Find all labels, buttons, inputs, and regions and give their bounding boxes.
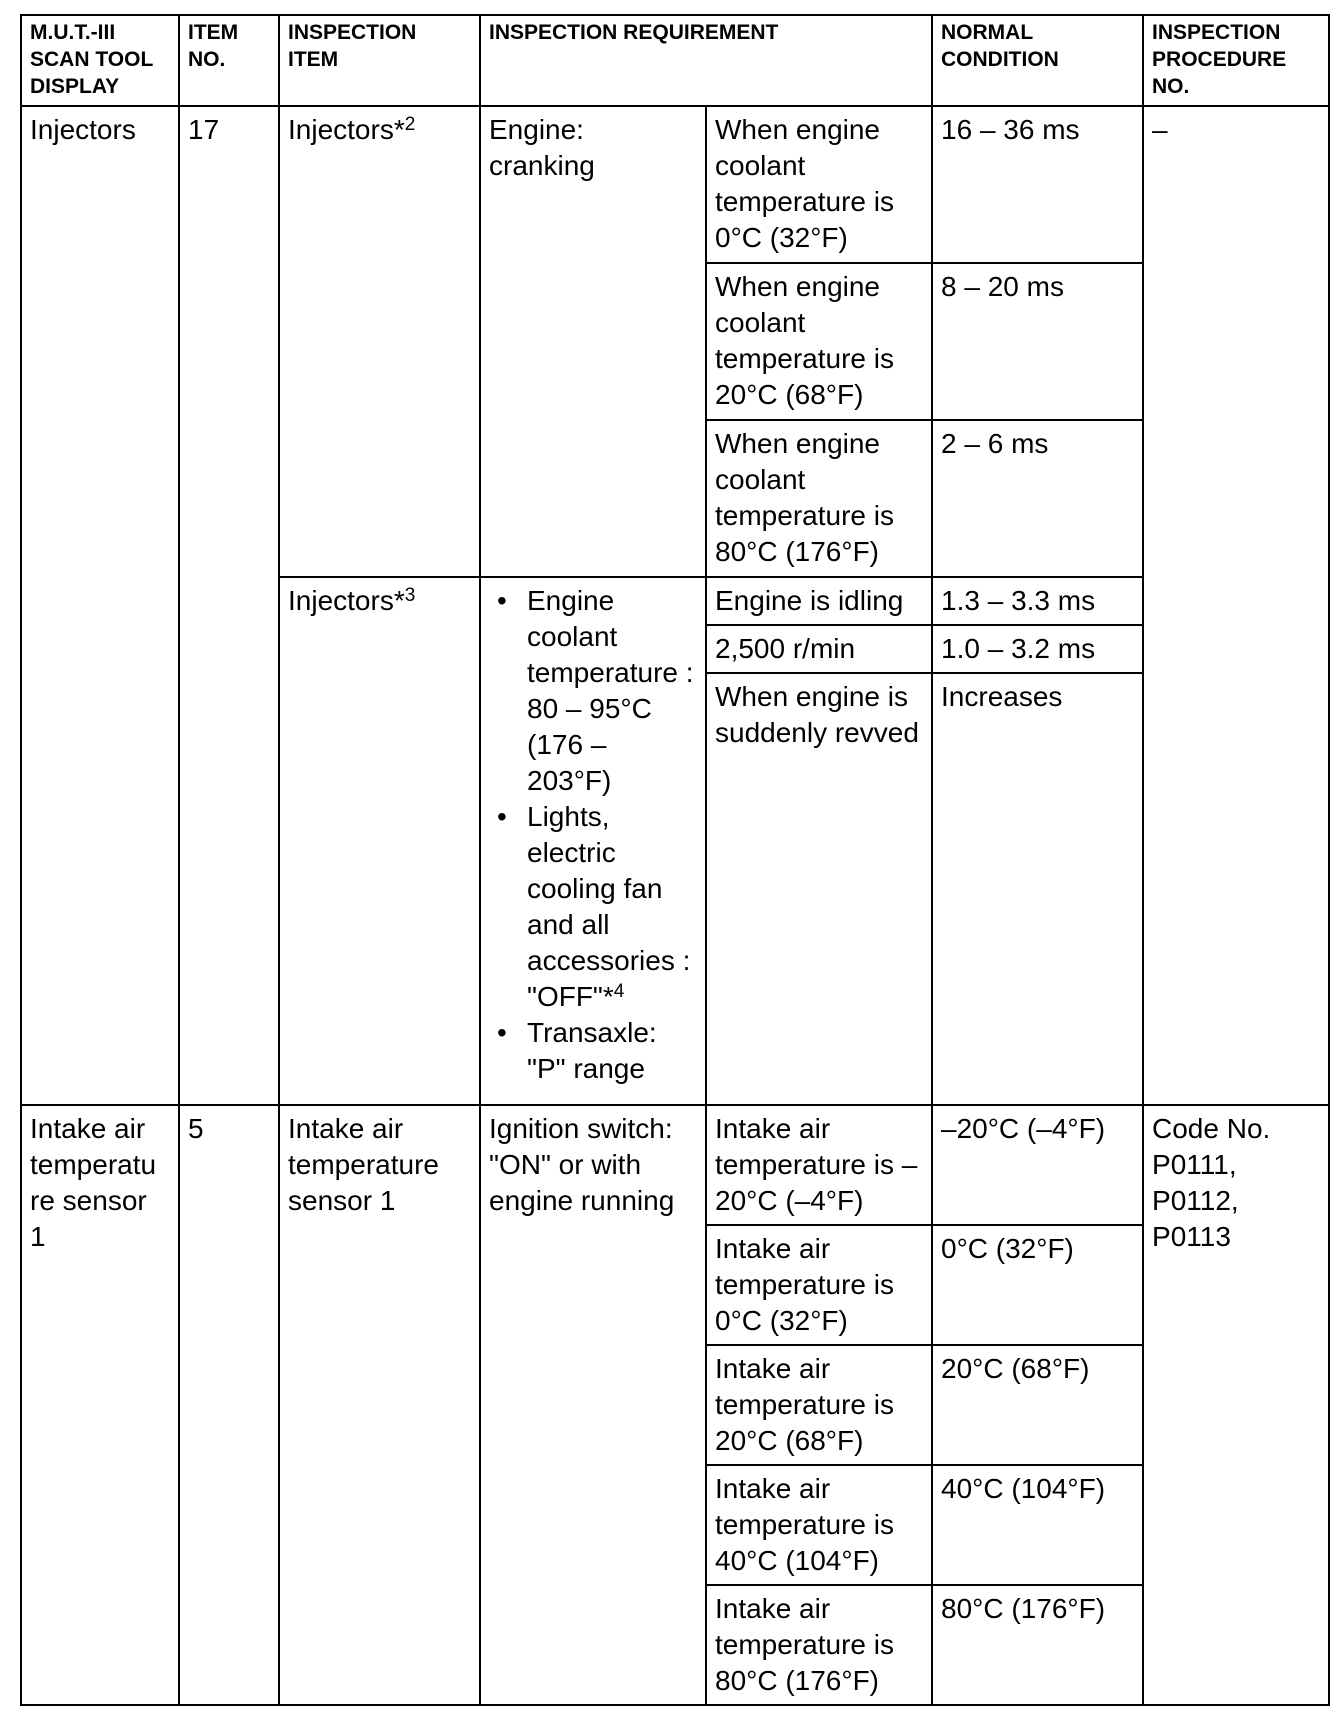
normal-value-cell: 1.3 – 3.3 ms bbox=[932, 577, 1143, 625]
condition-cell: When engine coolant temperature is 20°C (68°F) bbox=[706, 263, 932, 420]
procedure-cell: Code No. P0111, P0112, P0113 bbox=[1143, 1105, 1329, 1705]
normal-value-cell: 0°C (32°F) bbox=[932, 1225, 1143, 1345]
footnote-ref: 2 bbox=[404, 114, 416, 135]
requirement-list bbox=[489, 583, 697, 1087]
item-no-cell: 17 bbox=[179, 106, 279, 1105]
normal-value-cell: –20°C (–4°F) bbox=[932, 1105, 1143, 1225]
inspection-item-cell bbox=[279, 106, 480, 577]
procedure-cell: – bbox=[1143, 106, 1329, 1105]
scan-display-cell: Injectors bbox=[21, 106, 179, 1105]
condition-cell: Intake air temperature is 0°C (32°F) bbox=[706, 1225, 932, 1345]
header-scan-tool-display: M.U.T.-III SCAN TOOL DISPLAY bbox=[21, 15, 179, 106]
condition-cell: When engine is suddenly revved bbox=[706, 673, 932, 1105]
normal-value-cell: 1.0 – 3.2 ms bbox=[932, 625, 1143, 673]
header-normal-condition: NORMAL CONDITION bbox=[932, 15, 1143, 106]
requirement-cell: Ignition switch: "ON" or with engine running bbox=[480, 1105, 706, 1705]
list-item: • Engine coolant temperature : 80 – 95°C (176 – 203°F) bbox=[517, 583, 697, 799]
normal-value-cell: 20°C (68°F) bbox=[932, 1345, 1143, 1465]
list-item: • Transaxle: "P" range bbox=[517, 1015, 697, 1087]
inspection-item-cell: Intake air temperature sensor 1 bbox=[279, 1105, 480, 1705]
condition-cell: When engine coolant temperature is 0°C (32°F) bbox=[706, 106, 932, 263]
condition-cell: Intake air temperature is 20°C (68°F) bbox=[706, 1345, 932, 1465]
table-row bbox=[21, 106, 1329, 263]
list-item bbox=[517, 799, 697, 1015]
item-no-cell: 5 bbox=[179, 1105, 279, 1705]
list-item-text: Lights, electric cooling fan and all accessories : "OFF"* bbox=[527, 801, 691, 1012]
inspection-item-cell bbox=[279, 577, 480, 1105]
normal-value-cell: 40°C (104°F) bbox=[932, 1465, 1143, 1585]
item-label: Injectors* bbox=[288, 585, 405, 616]
scan-display-cell: Intake air temperatu re sensor 1 bbox=[21, 1105, 179, 1705]
table-row bbox=[21, 1105, 1329, 1225]
condition-cell: Intake air temperature is 40°C (104°F) bbox=[706, 1465, 932, 1585]
footnote-ref: 4 bbox=[613, 981, 625, 1002]
normal-value-cell: 16 – 36 ms bbox=[932, 106, 1143, 263]
item-label: Injectors* bbox=[288, 114, 405, 145]
requirement-cell bbox=[480, 577, 706, 1105]
header-procedure-no: INSPECTION PROCEDURE NO. bbox=[1143, 15, 1329, 106]
condition-cell: Engine is idling bbox=[706, 577, 932, 625]
inspection-table bbox=[20, 14, 1330, 1706]
header-inspection-item: INSPECTION ITEM bbox=[279, 15, 480, 106]
normal-value-cell: 80°C (176°F) bbox=[932, 1585, 1143, 1705]
normal-value-cell: 2 – 6 ms bbox=[932, 420, 1143, 577]
normal-value-cell: 8 – 20 ms bbox=[932, 263, 1143, 420]
header-row bbox=[21, 15, 1329, 106]
normal-value-cell: Increases bbox=[932, 673, 1143, 1105]
condition-cell: Intake air temperature is –20°C (–4°F) bbox=[706, 1105, 932, 1225]
condition-cell: When engine coolant temperature is 80°C (176°F) bbox=[706, 420, 932, 577]
header-item-no: ITEM NO. bbox=[179, 15, 279, 106]
condition-cell: 2,500 r/min bbox=[706, 625, 932, 673]
requirement-cell: Engine: cranking bbox=[480, 106, 706, 577]
footnote-ref: 3 bbox=[404, 585, 416, 606]
header-inspection-requirement: INSPECTION REQUIREMENT bbox=[480, 15, 932, 106]
condition-cell: Intake air temperature is 80°C (176°F) bbox=[706, 1585, 932, 1705]
